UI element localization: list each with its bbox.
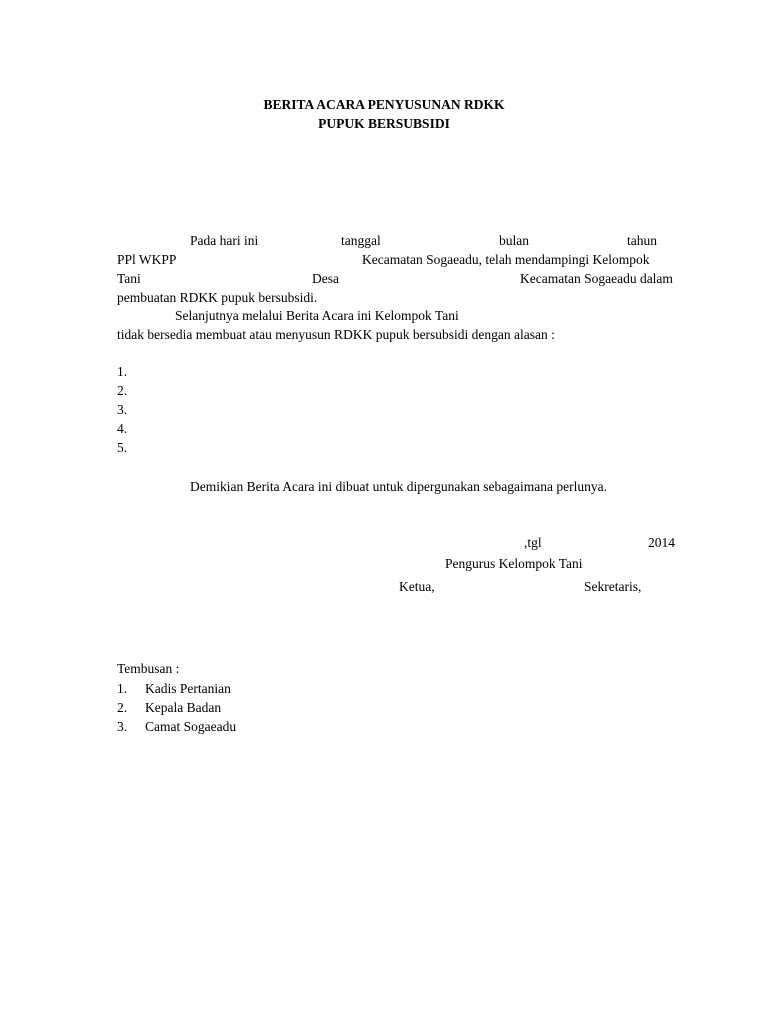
- signature-ketua: Ketua,: [399, 579, 435, 594]
- text-tahun: tahun: [627, 233, 657, 248]
- text-desa: Desa: [312, 271, 339, 286]
- text-tani: Tani: [117, 271, 141, 286]
- signature-date-place: ,tgl: [524, 535, 542, 550]
- reason-item-1: 1.: [117, 364, 128, 379]
- text-kecamatan-telah-mendampingi: Kecamatan Sogaeadu, telah mendampingi Kelompok: [362, 252, 650, 267]
- tembusan-item-2-text: Kepala Badan: [145, 700, 222, 715]
- document-title-line2: PUPUK BERSUBSIDI: [318, 116, 450, 131]
- tembusan-item-1-number: 1.: [117, 681, 128, 696]
- tembusan-item-2-number: 2.: [117, 700, 128, 715]
- text-kecamatan-dalam: Kecamatan Sogaeadu dalam: [520, 271, 673, 286]
- signature-sekretaris: Sekretaris,: [584, 579, 642, 594]
- text-bulan: bulan: [499, 233, 529, 248]
- reason-item-2: 2.: [117, 383, 128, 398]
- closing-statement: Demikian Berita Acara ini dibuat untuk dipergunakan sebagaimana perlunya.: [190, 479, 607, 494]
- text-pembuatan-rdkk: pembuatan RDKK pupuk bersubsidi.: [117, 290, 318, 305]
- text-selanjutnya: Selanjutnya melalui Berita Acara ini Kelompok Tani: [175, 308, 459, 323]
- signature-year: 2014: [648, 535, 675, 550]
- tembusan-label: Tembusan :: [117, 661, 180, 676]
- tembusan-item-3-text: Camat Sogaeadu: [145, 719, 237, 734]
- reason-item-3: 3.: [117, 402, 128, 417]
- signature-pengurus: Pengurus Kelompok Tani: [445, 556, 583, 571]
- reason-item-5: 5.: [117, 440, 128, 455]
- text-pada-hari-ini: Pada hari ini: [190, 233, 259, 248]
- text-ppl-wkpp: PPl WKPP: [117, 252, 177, 267]
- document-title-line1: BERITA ACARA PENYUSUNAN RDKK: [263, 97, 505, 112]
- tembusan-item-3-number: 3.: [117, 719, 128, 734]
- text-tidak-bersedia: tidak bersedia membuat atau menyusun RDKK pupuk bersubsidi dengan alasan :: [117, 327, 555, 342]
- text-tanggal: tanggal: [341, 233, 381, 248]
- tembusan-item-1-text: Kadis Pertanian: [145, 681, 231, 696]
- reason-item-4: 4.: [117, 421, 128, 436]
